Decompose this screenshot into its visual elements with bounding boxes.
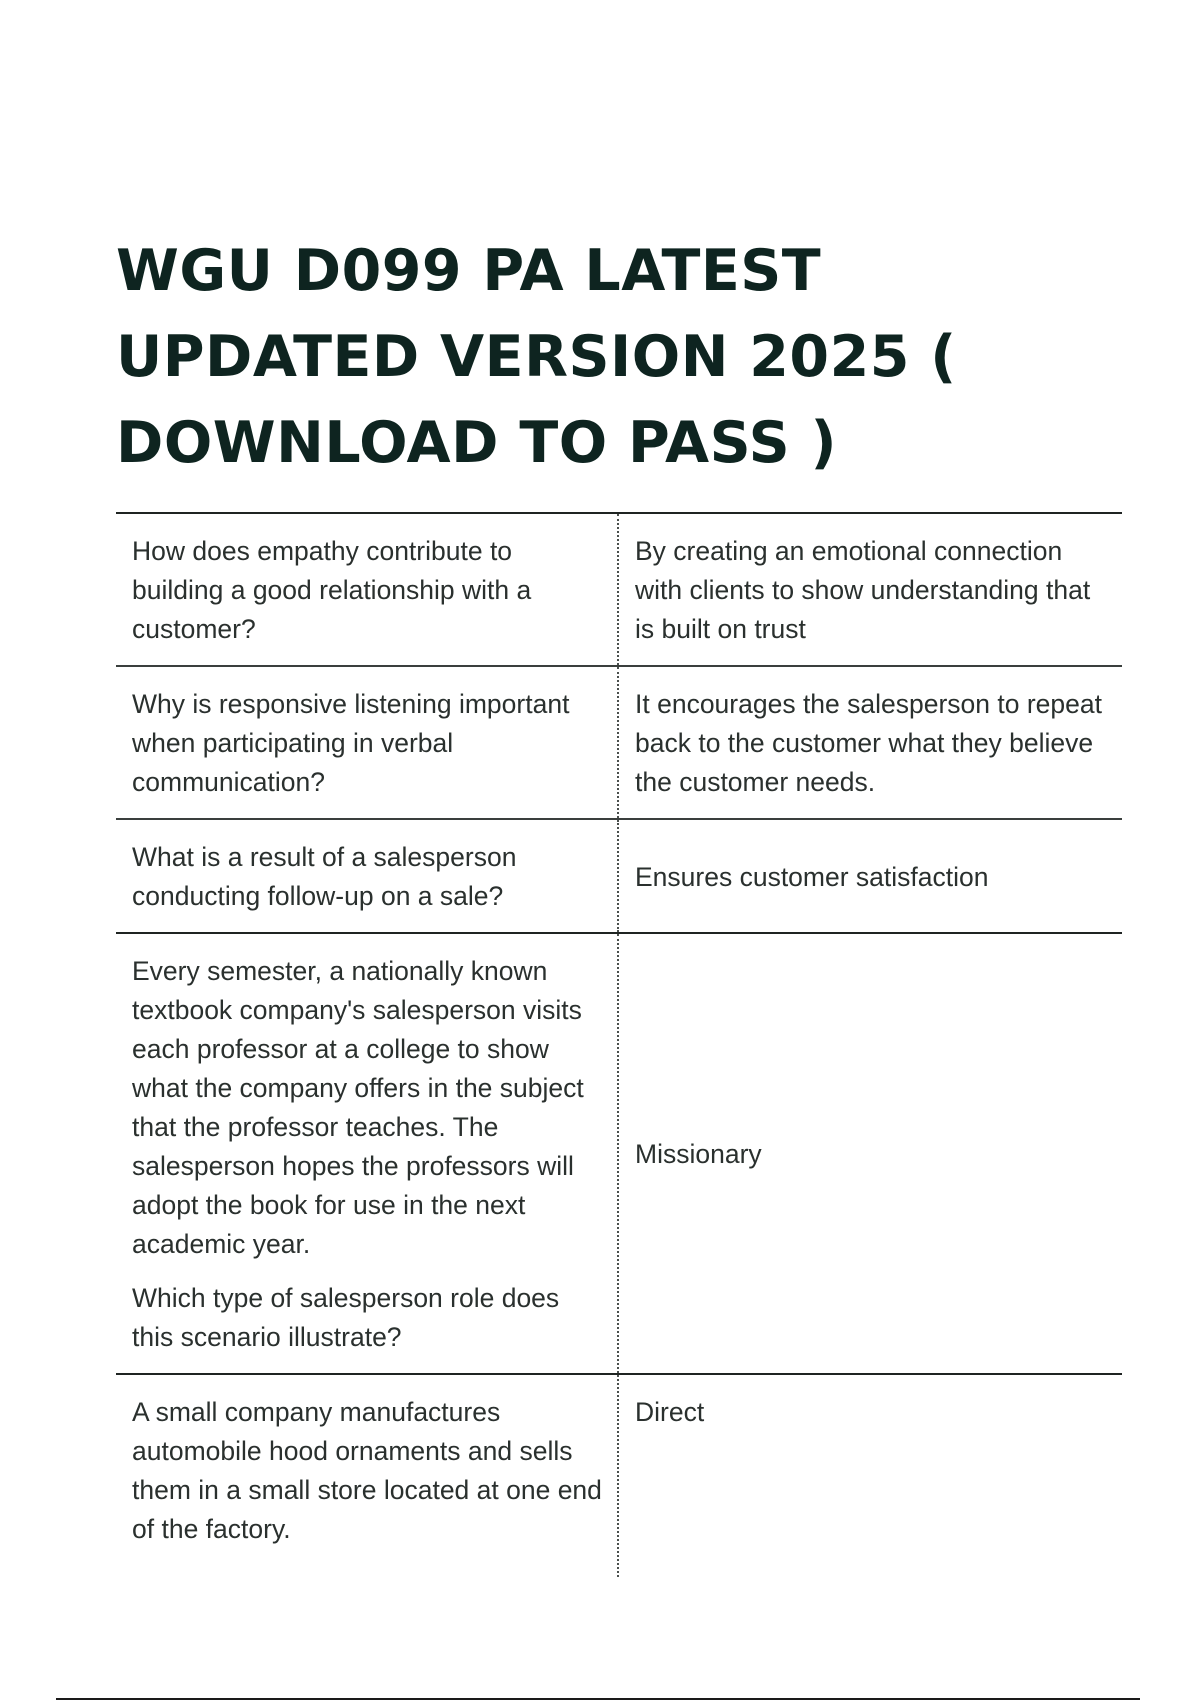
qa-row <box>116 819 1122 933</box>
question-cell <box>116 819 618 933</box>
question-cell <box>116 666 618 819</box>
answer-cell: By creating an emotional connection with clients to show understanding that is built on trust <box>635 536 1091 644</box>
question-cell <box>116 933 618 1374</box>
qa-row <box>116 1374 1122 1577</box>
question-text: How does empathy contribute to building a good relationship with a customer? <box>132 536 532 644</box>
answer-cell: It encourages the salesperson to repeat back to the customer what they believe the customer needs. <box>635 689 1102 797</box>
qa-row <box>116 933 1122 1374</box>
question-text: A small company manufactures automobile hood ornaments and sells them in a small store located at one end of the factory. <box>132 1397 602 1544</box>
question-text: What is a result of a salesperson conducting follow-up on a sale? <box>132 842 517 911</box>
question-text: Why is responsive listening important when participating in verbal communication? <box>132 689 570 797</box>
document-title: WGU D099 PA LATEST UPDATED VERSION 2025 ( DOWNLOAD TO PASS ) <box>116 238 957 476</box>
question-cell <box>116 513 618 666</box>
qa-row <box>116 513 1122 666</box>
qa-row <box>116 666 1122 819</box>
question-cell <box>116 1374 618 1577</box>
question-prompt: Which type of salesperson role does this scenario illustrate? <box>132 1283 560 1352</box>
answer-cell: Ensures customer satisfaction <box>635 861 989 892</box>
answer-cell: Direct <box>635 1397 705 1427</box>
qa-table <box>116 512 1122 1577</box>
question-text: Every semester, a nationally known textbook company's salesperson visits each professor at a college to show what the company offers in the subject that the professor teaches. The salesperson hopes the professors will adopt the book for use in the next academic year. <box>132 956 584 1259</box>
answer-cell: Missionary <box>635 1139 762 1169</box>
